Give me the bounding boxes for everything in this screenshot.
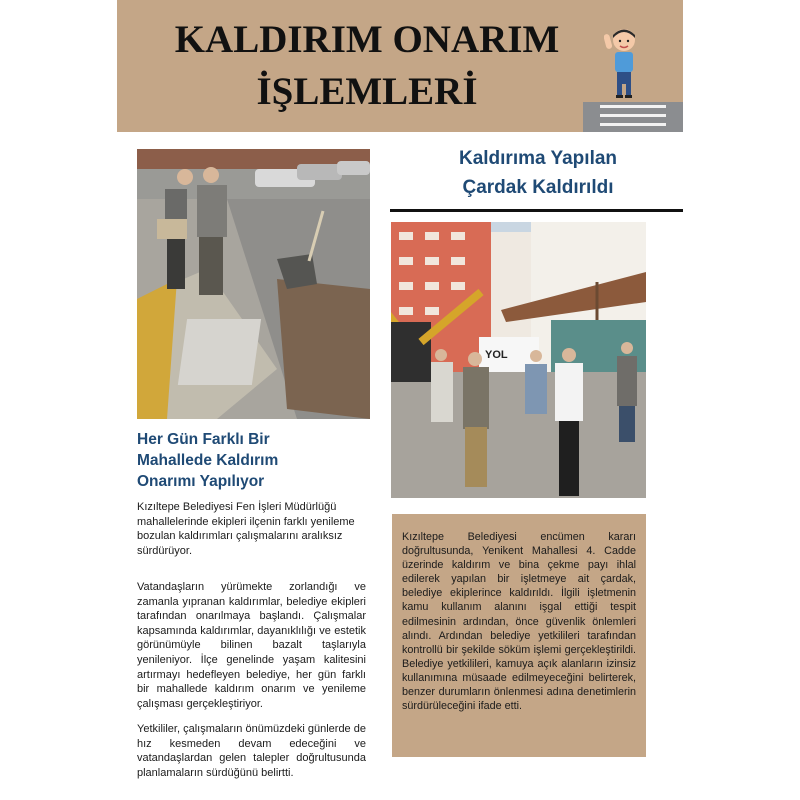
right-article-body: Kızıltepe Belediyesi encümen kararı doğrultusunda, Yenikent Mahallesi 4. Cadde üzerinde kaldırım ve bina çekme payı ihlal edilerek yapılan bir işletmeye ait çardak, belediye ekiplerince kaldırıldı. İlgili işletmenin kamu kullanım alanını işgal ettiği tespit edilmesinin ardından, önce güvenlik önlemleri alındı. Ardından belediye yetkilileri tarafından kontrollü bir şekilde söküm işlemi gerçekleştirildi. Belediye yetkilileri, kamuya açık alanların izinsiz kullanımına müsaade edilmeyeceğini belirterek, benzer durumların önlenmesi adına denetimlerin sürdürüleceğini ifade etti. <box>402 531 636 713</box>
left-article-intro: Kızıltepe Belediyesi Fen İşleri Müdürlüğü mahallelerinde ekipleri ilçenin farklı yenileme bozulan kaldırımları çalışmalarını aralıksız sürdürüyor. <box>137 501 355 557</box>
right-article-heading <box>392 144 684 202</box>
crosswalk-graphic <box>583 102 683 132</box>
page-title <box>117 14 617 118</box>
truck-sign-text: YOL <box>485 349 508 361</box>
right-heading-line: Kaldırıma Yapılan <box>458 148 618 169</box>
waving-child-illustration <box>604 26 644 100</box>
left-article-heading <box>137 429 377 492</box>
left-article-paragraph-1: Vatandaşların yürümekte zorlandığı ve zamanla yıpranan kaldırımlar, belediye ekipleri tarafından onarılmaya başlandı. Çalışmalar kapsamında kaldırımlar, dayanıklılığı ve estetik görünümüyle bilinen bazalt taşlarıyla yenileniyor. İlçe genelinde yaşam kalitesini artırmayı hedefleyen belediye, her gün farklı bir mahallede kaldırım onarım ve yenileme çalışması gerçekleştiriyor. <box>137 581 366 710</box>
right-heading-line: Çardak Kaldırıldı <box>462 177 614 198</box>
left-heading-line: Onarımı Yapılıyor <box>137 473 265 490</box>
left-heading-line: Mahallede Kaldırım <box>137 452 279 469</box>
page-title-line-2: İŞLEMLERİ <box>256 70 478 113</box>
heading-divider <box>390 209 683 212</box>
arbor-removal-photo <box>391 222 646 498</box>
info-box <box>392 514 646 757</box>
sidewalk-repair-photo <box>137 149 370 419</box>
page-title-line-1: KALDIRIM ONARIM <box>174 18 560 61</box>
left-article-paragraph-2: Yetkililer, çalışmaların önümüzdeki günlerde de hız kesmeden devam edeceğini ve vatandaşlardan gelen talepler doğrultusunda planlamaların sürdüğünü belirtti. <box>137 723 366 779</box>
left-heading-line: Her Gün Farklı Bir <box>137 431 270 448</box>
